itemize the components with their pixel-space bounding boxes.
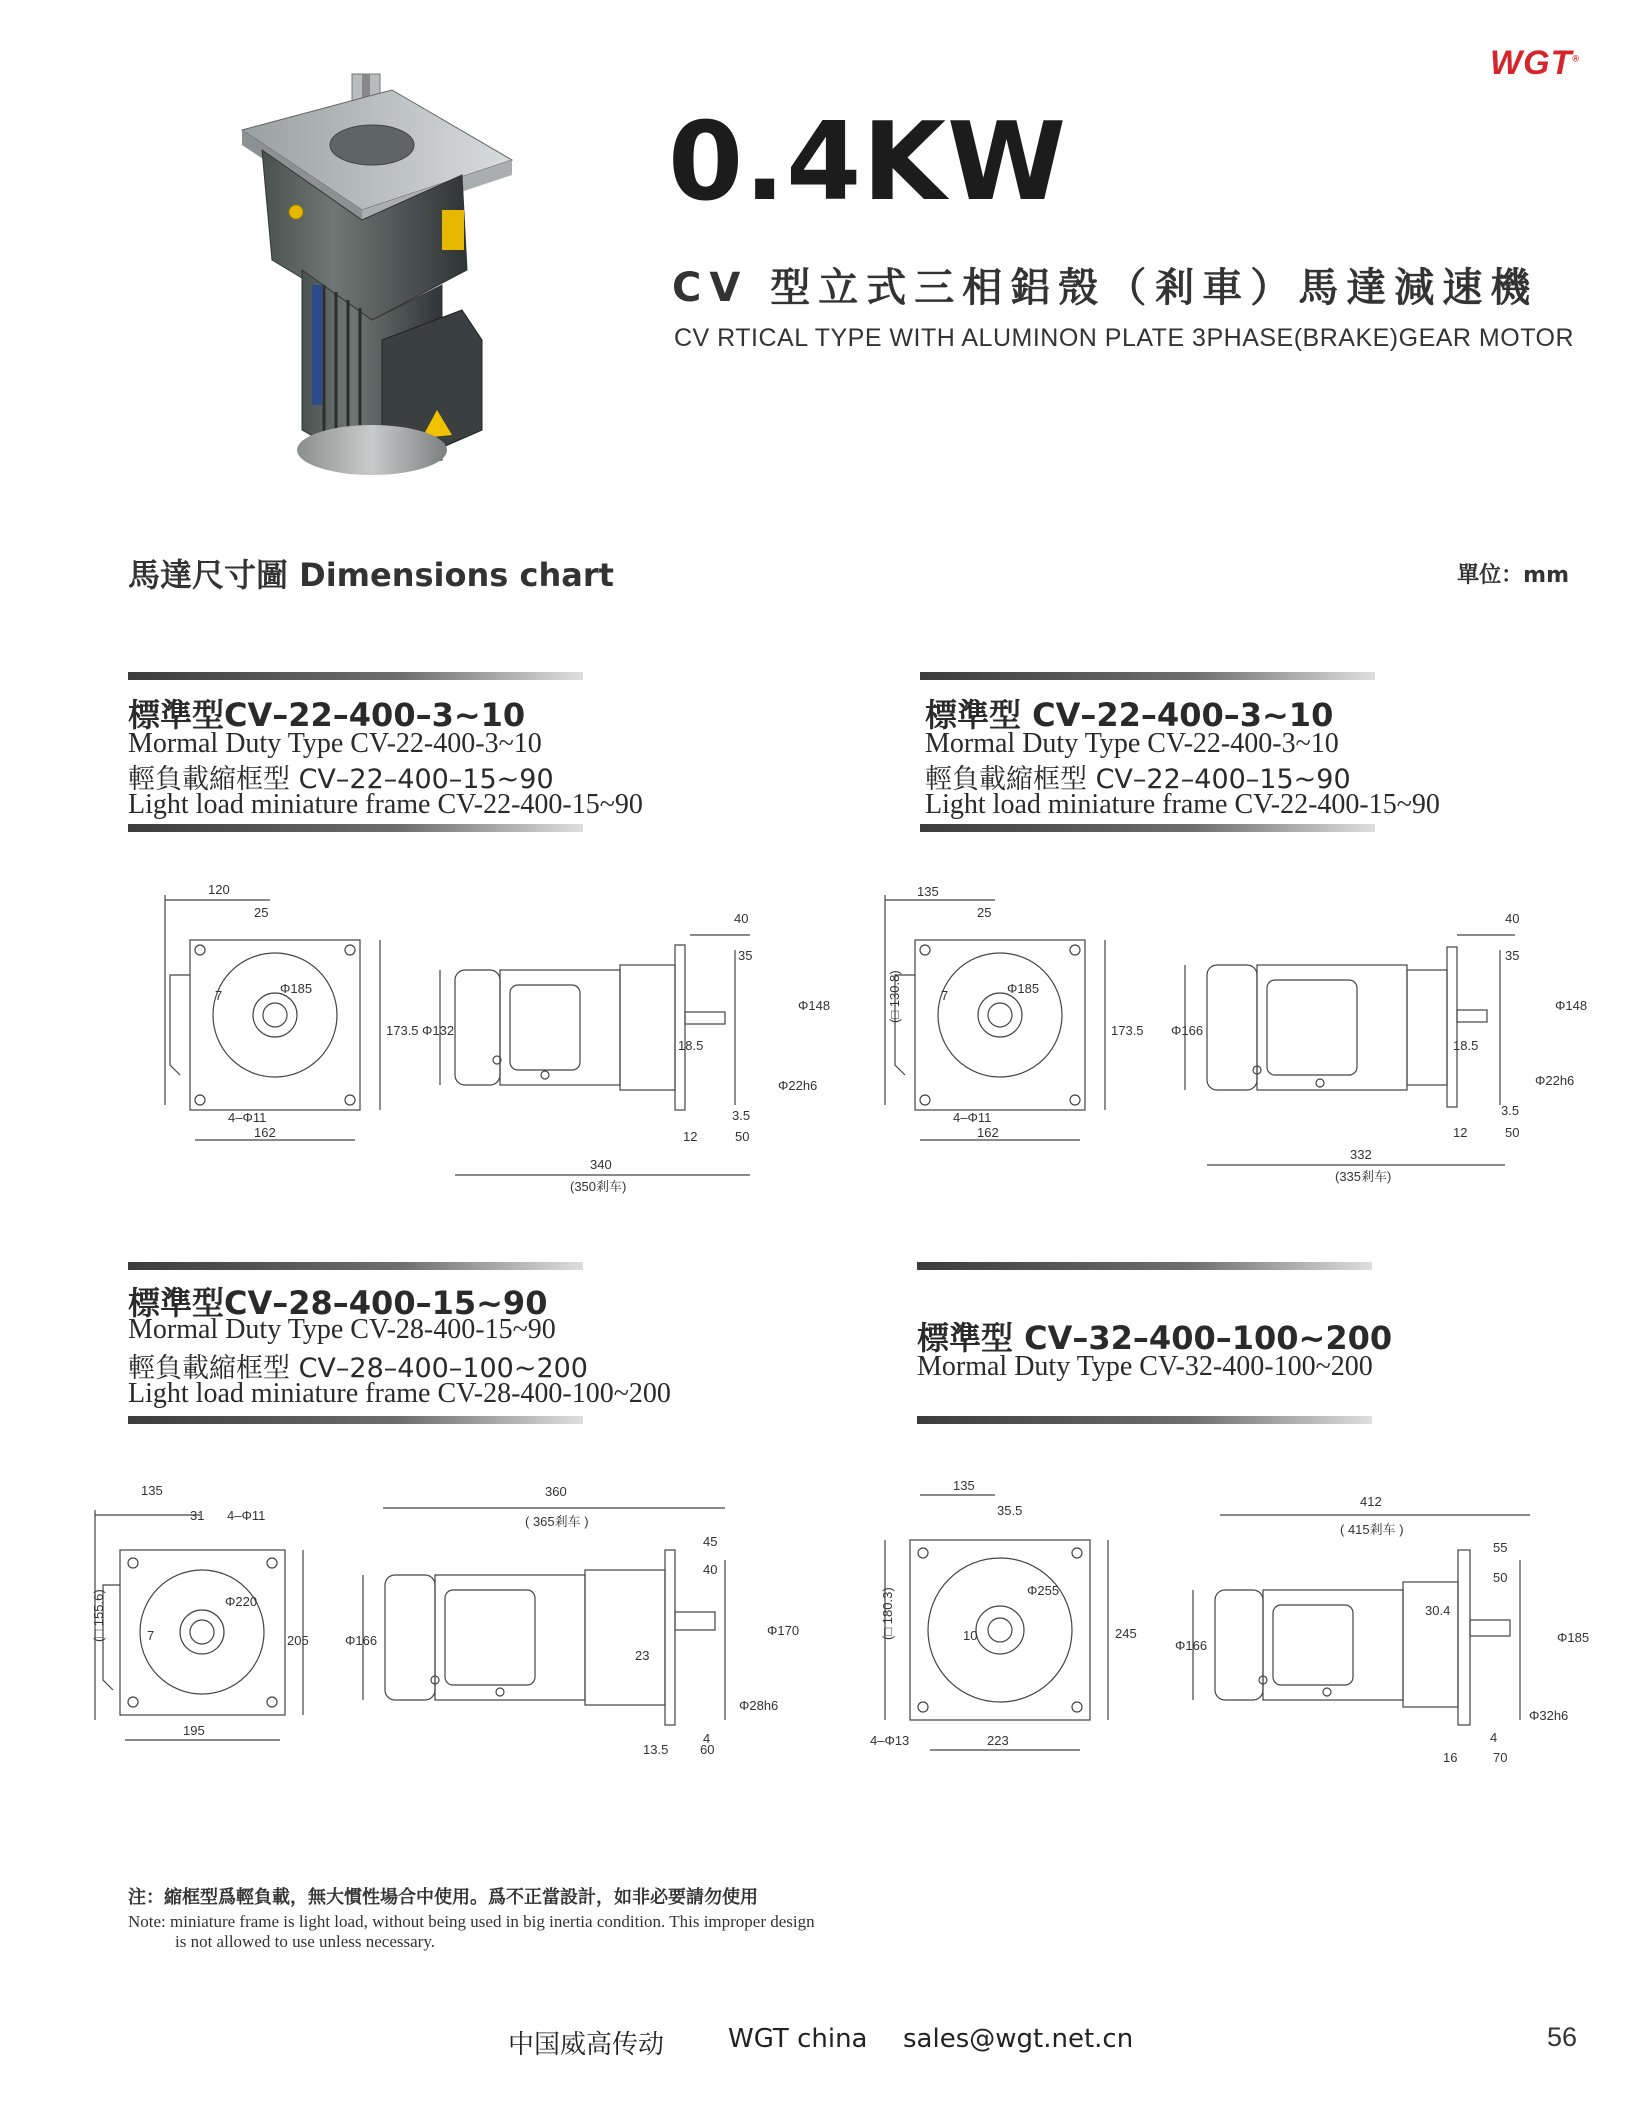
model-line: Mormal Duty Type CV-28-400-15~90 — [128, 1314, 556, 1345]
dim-label: Φ148 — [798, 998, 830, 1013]
dim-label: 223 — [987, 1733, 1009, 1748]
dim-label: 31 — [190, 1508, 205, 1523]
dim-label: 162 — [977, 1125, 999, 1140]
front-view — [165, 882, 419, 1140]
dim-label: 7 — [215, 988, 223, 1003]
divider — [920, 824, 1375, 832]
divider — [128, 1416, 583, 1424]
power-rating: 0.4KW — [668, 100, 1068, 225]
dim-label: 30.4 — [1425, 1603, 1451, 1618]
dim-label: ( 415剎车 ) — [1340, 1522, 1404, 1537]
dim-label: 173.5 — [386, 1023, 419, 1038]
note-line: Note: miniature frame is light load, without being used in big inertia condition. This improper design — [128, 1912, 815, 1931]
footer-email[interactable]: sales@wgt.net.cn — [903, 2024, 1134, 2054]
model-line: Light load miniature frame CV-22-400-15~90 — [925, 789, 1440, 820]
dim-label: Φ166 — [1175, 1638, 1208, 1653]
dim-label: 120 — [208, 882, 230, 897]
note-line: is not allowed to use unless necessary. — [175, 1932, 435, 1951]
side-view — [1171, 911, 1587, 1184]
dim-label: 4 — [703, 1731, 711, 1746]
dim-label: 332 — [1350, 1147, 1372, 1162]
divider — [128, 824, 583, 832]
dim-label: 35 — [738, 948, 753, 963]
footer-company: 中国威高传动 — [508, 2030, 665, 2060]
front-view — [885, 884, 1144, 1140]
model-line: 輕負載縮框型 CV–22–400–15~90 — [128, 764, 554, 795]
dim-label: 4–Φ11 — [227, 1508, 266, 1523]
model-line: 輕負載縮框型 CV–22–400–15~90 — [925, 764, 1351, 795]
dim-label: 3.5 — [1501, 1103, 1520, 1118]
dim-label: (□ 130.8) — [887, 970, 902, 1023]
dim-label: 40 — [703, 1562, 718, 1577]
divider — [128, 1262, 583, 1270]
note-english — [128, 1912, 928, 1952]
dim-label: 10 — [963, 1628, 978, 1643]
divider — [917, 1416, 1372, 1424]
dim-label: 35.5 — [997, 1503, 1023, 1518]
dim-label: Φ166 — [1171, 1023, 1204, 1038]
dim-label: 7 — [941, 988, 949, 1003]
dim-label: Φ166 — [345, 1633, 378, 1648]
dim-label: 70 — [1493, 1750, 1508, 1765]
dim-label: 7 — [147, 1628, 155, 1643]
dim-label: 162 — [254, 1125, 276, 1140]
dim-label: 135 — [141, 1483, 163, 1498]
model-line: Mormal Duty Type CV-22-400-3~10 — [925, 728, 1339, 759]
dimension-drawing-2 — [865, 875, 1595, 1210]
dim-label: 55 — [1493, 1540, 1508, 1555]
model-line: 輕負載縮框型 CV–28–400–100~200 — [128, 1353, 588, 1384]
dim-label: Φ28h6 — [739, 1698, 779, 1713]
model-heading: 標準型 CV–22–400–3~10 — [925, 696, 1334, 734]
dim-label: 4–Φ11 — [953, 1110, 992, 1125]
dim-label: 45 — [703, 1534, 718, 1549]
dim-label: Φ32h6 — [1529, 1708, 1569, 1723]
divider — [128, 672, 583, 680]
dim-label: Φ220 — [225, 1594, 258, 1609]
dim-label: Φ170 — [767, 1623, 800, 1638]
dim-label: Φ185 — [1007, 981, 1040, 996]
dim-label: 35 — [1505, 948, 1520, 963]
dim-label: 50 — [1493, 1570, 1508, 1585]
dim-label: (350剎车) — [570, 1179, 627, 1194]
section-title: 馬達尺寸圖 Dimensions chart — [128, 556, 614, 594]
wgt-logo: WGT® — [1490, 44, 1580, 82]
gear-motor-image — [232, 70, 532, 480]
model-line: Light load miniature frame CV-28-400-100~200 — [128, 1378, 671, 1409]
title-chinese: CV 型立式三相鋁殼（剎車）馬達減速機 — [672, 265, 1539, 311]
dim-label: 13.5 — [643, 1742, 669, 1757]
front-view — [870, 1478, 1137, 1750]
side-view — [345, 1484, 799, 1757]
dimension-drawing-3 — [75, 1470, 815, 1800]
dim-label: 4–Φ11 — [228, 1110, 267, 1125]
dim-label: 245 — [1115, 1626, 1137, 1641]
dim-label: 12 — [683, 1129, 698, 1144]
dimension-drawing-4 — [865, 1470, 1605, 1800]
dim-label: (□ 155.6) — [91, 1589, 106, 1642]
dim-label: 4–Φ13 — [870, 1733, 910, 1748]
dim-label: 360 — [545, 1484, 567, 1499]
unit-label: 單位：mm — [1457, 563, 1569, 588]
side-view — [422, 911, 830, 1194]
dim-label: 195 — [183, 1723, 205, 1738]
dim-label: 50 — [735, 1129, 750, 1144]
dim-label: 173.5 — [1111, 1023, 1144, 1038]
dim-label: 25 — [254, 905, 269, 920]
model-line: Light load miniature frame CV-22-400-15~90 — [128, 789, 643, 820]
model-line: Mormal Duty Type CV-32-400-100~200 — [917, 1351, 1373, 1382]
title-english: CV RTICAL TYPE WITH ALUMINON PLATE 3PHASE(BRAKE)GEAR MOTOR — [674, 324, 1575, 352]
page-number: 56 — [1546, 2022, 1577, 2052]
model-heading: 標準型CV–22–400–3~10 — [128, 696, 526, 734]
footer-brand: WGT china — [728, 2024, 868, 2054]
dim-label: 4 — [1490, 1730, 1498, 1745]
dim-label: 412 — [1360, 1494, 1382, 1509]
dim-label: Φ22h6 — [778, 1078, 818, 1093]
dim-label: 40 — [1505, 911, 1520, 926]
dim-label: 25 — [977, 905, 992, 920]
dim-label: Φ148 — [1555, 998, 1588, 1013]
dim-label: 18.5 — [1453, 1038, 1479, 1053]
front-view — [91, 1483, 309, 1740]
dim-label: 16 — [1443, 1750, 1458, 1765]
dim-label: 50 — [1505, 1125, 1520, 1140]
side-view — [1175, 1494, 1589, 1765]
model-line: Mormal Duty Type CV-22-400-3~10 — [128, 728, 542, 759]
dim-label: Φ185 — [280, 981, 313, 996]
dim-label: 205 — [287, 1633, 309, 1648]
dim-label: Φ185 — [1557, 1630, 1590, 1645]
dim-label: 340 — [590, 1157, 612, 1172]
dim-label: Φ255 — [1027, 1583, 1060, 1598]
dim-label: 3.5 — [732, 1108, 751, 1123]
dim-label: 60 — [700, 1742, 715, 1757]
dimension-drawing-1 — [150, 875, 830, 1210]
dim-label: (335剎车) — [1335, 1169, 1392, 1184]
model-heading: 標準型CV–28–400–15~90 — [128, 1284, 548, 1322]
divider — [920, 672, 1375, 680]
dim-label: 40 — [734, 911, 749, 926]
dim-label: 18.5 — [678, 1038, 704, 1053]
dim-label: 23 — [635, 1648, 650, 1663]
dim-label: 135 — [953, 1478, 975, 1493]
dim-label: Φ132 — [422, 1023, 455, 1038]
divider — [917, 1262, 1372, 1270]
model-heading: 標準型 CV–32–400–100~200 — [917, 1319, 1393, 1357]
note-chinese: 注：縮框型爲輕負載，無大慣性場合中使用。爲不正當設計，如非必要請勿使用 — [128, 1887, 758, 1908]
dim-label: 12 — [1453, 1125, 1468, 1140]
dim-label: ( 365剎车 ) — [525, 1514, 589, 1529]
dim-label: 135 — [917, 884, 939, 899]
dim-label: (□ 180.3) — [880, 1587, 895, 1640]
dim-label: Φ22h6 — [1535, 1073, 1575, 1088]
